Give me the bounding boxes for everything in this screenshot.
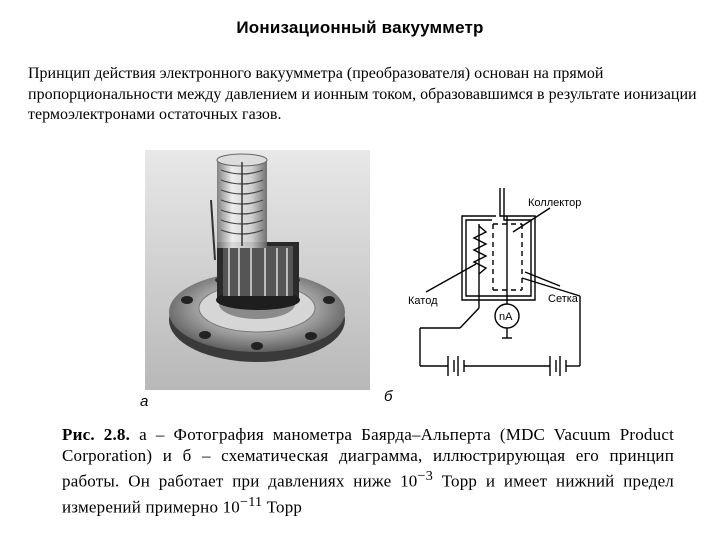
figure-caption xyxy=(62,424,674,517)
caption-text-1: а – Фотография манометра Баярда–Альперта (MDC Vacuum Product Corporation) и б – схематическая диаграмма, иллюстрирующая его принцип работы. Он работает при давлениях ниже 10 xyxy=(62,425,674,491)
cathode-label: Катод xyxy=(408,295,438,307)
caption-text-2: Торр и имеет нижний предел измерений примерно 10 xyxy=(62,471,674,517)
gauge-photo xyxy=(145,150,370,390)
grid-label: Сетка xyxy=(548,293,578,305)
caption-figure-label: Рис. 2.8. xyxy=(62,425,131,444)
page-title: Ионизационный вакуумметр xyxy=(236,18,484,37)
meter-label: nA xyxy=(499,311,513,323)
intro-paragraph: Принцип действия электронного вакуумметра (преобразователя) основан на прямой пропорциональности между давлением и ионным током, образовавшимся в результате ионизации термоэлектронами остаточных газов. xyxy=(28,65,697,123)
figure-label-a: а xyxy=(140,393,149,410)
figure-label-b: б xyxy=(384,388,393,405)
gauge-schematic xyxy=(400,188,590,388)
caption-exponent-1: −3 xyxy=(417,468,433,484)
caption-text-3: Торр xyxy=(262,497,303,517)
collector-label: Коллектор xyxy=(528,197,582,209)
caption-exponent-2: −11 xyxy=(240,493,263,510)
